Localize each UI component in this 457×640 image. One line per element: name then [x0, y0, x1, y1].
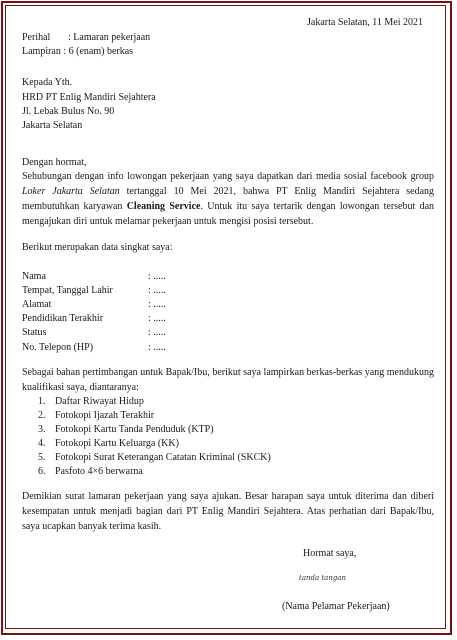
group-name: Loker Jakarta Selatan	[22, 186, 120, 197]
opening-text-3: . Untuk itu saya tertarik dengan lowongan tersebut dan mengajukan diri untuk melamar pekerjaan untuk mengisi posisi tersebut.	[22, 201, 435, 227]
field-row	[0, 326, 457, 339]
list-number: 3.	[38, 424, 46, 435]
field-row	[0, 270, 457, 283]
field-row	[0, 341, 457, 354]
opening-paragraph	[22, 169, 434, 229]
list-text: Daftar Riwayat Hidup	[55, 396, 144, 407]
field-value: : .....	[148, 313, 166, 324]
list-number: 4.	[38, 438, 46, 449]
greeting: Dengan hormat,	[22, 157, 87, 168]
list-number: 2.	[38, 410, 46, 421]
lampiran-line: Lampiran : 6 (enam) berkas	[22, 46, 134, 57]
letter-date: Jakarta Selatan, 11 Mei 2021	[307, 17, 423, 28]
data-intro: Berikut merupakan data singkat saya:	[22, 242, 173, 253]
closing-paragraph: Demikian surat lamaran pekerjaan yang saya ajukan. Besar harapan saya untuk diterima dan diberi kesempatan untuk menjadi bagian dari PT Enlig Mandiri Sejahtera. Atas perhatian dari Bapak/Ibu, saya ucapkan banyak terima kasih.	[22, 491, 434, 532]
field-label: Pendidikan Terakhir	[22, 313, 104, 324]
list-text: Fotokopi Kartu Tanda Penduduk (KTP)	[55, 424, 214, 435]
field-value: : .....	[148, 299, 166, 310]
field-value: : .....	[148, 285, 166, 296]
opening-text-2: tertanggal 10 Mei 2021, bahwa PT Enlig Mandiri Sejahtera sedang membutuhkan karyawan	[22, 186, 435, 212]
perihal-label: Perihal	[22, 32, 51, 43]
list-text: Fotokopi Kartu Keluarga (KK)	[55, 438, 179, 449]
signature-placeholder: tanda tangan	[299, 574, 347, 582]
list-number: 1.	[38, 396, 46, 407]
list-number: 6.	[38, 466, 46, 477]
field-label: Status	[22, 327, 47, 338]
recipient-line-4: Jakarta Selatan	[22, 120, 83, 131]
opening-text-1: Sehubungan dengan info lowongan pekerjaan yang saya dapatkan dari media sosial facebook group	[22, 171, 434, 182]
list-text: Pasfoto 4×6 berwarna	[55, 466, 143, 477]
field-value: : .....	[148, 342, 166, 353]
recipient-line-1: Kepada Yth.	[22, 77, 73, 88]
field-label: Nama	[22, 271, 46, 282]
recipient-line-3: Jl. Lebak Bulus No. 90	[22, 106, 115, 117]
field-value: : .....	[148, 327, 166, 338]
field-value: : .....	[148, 271, 166, 282]
recipient-line-2: HRD PT Enlig Mandiri Sejahtera	[22, 92, 156, 103]
perihal-value: : Lamaran pekerjaan	[68, 32, 151, 43]
field-row	[0, 298, 457, 311]
job-position: Cleaning Service	[126, 201, 201, 212]
list-text: Fotokopi Surat Keterangan Catatan Kriminal (SKCK)	[55, 452, 271, 463]
field-label: No. Telepon (HP)	[22, 342, 94, 353]
applicant-name: (Nama Pelamar Pekerjaan)	[282, 601, 390, 612]
field-row	[0, 312, 457, 325]
field-row	[0, 284, 457, 297]
list-text: Fotokopi Ijazah Terakhir	[55, 410, 155, 421]
list-number: 5.	[38, 452, 46, 463]
closing-salutation: Hormat saya,	[303, 548, 357, 559]
field-label: Tempat, Tanggal Lahir	[22, 285, 113, 296]
attachments-paragraph: Sebagai bahan pertimbangan untuk Bapak/Ibu, berikut saya lampirkan berkas-berkas yang mendukung kualifikasi saya, diantaranya:	[22, 367, 434, 393]
field-label: Alamat	[22, 299, 52, 310]
